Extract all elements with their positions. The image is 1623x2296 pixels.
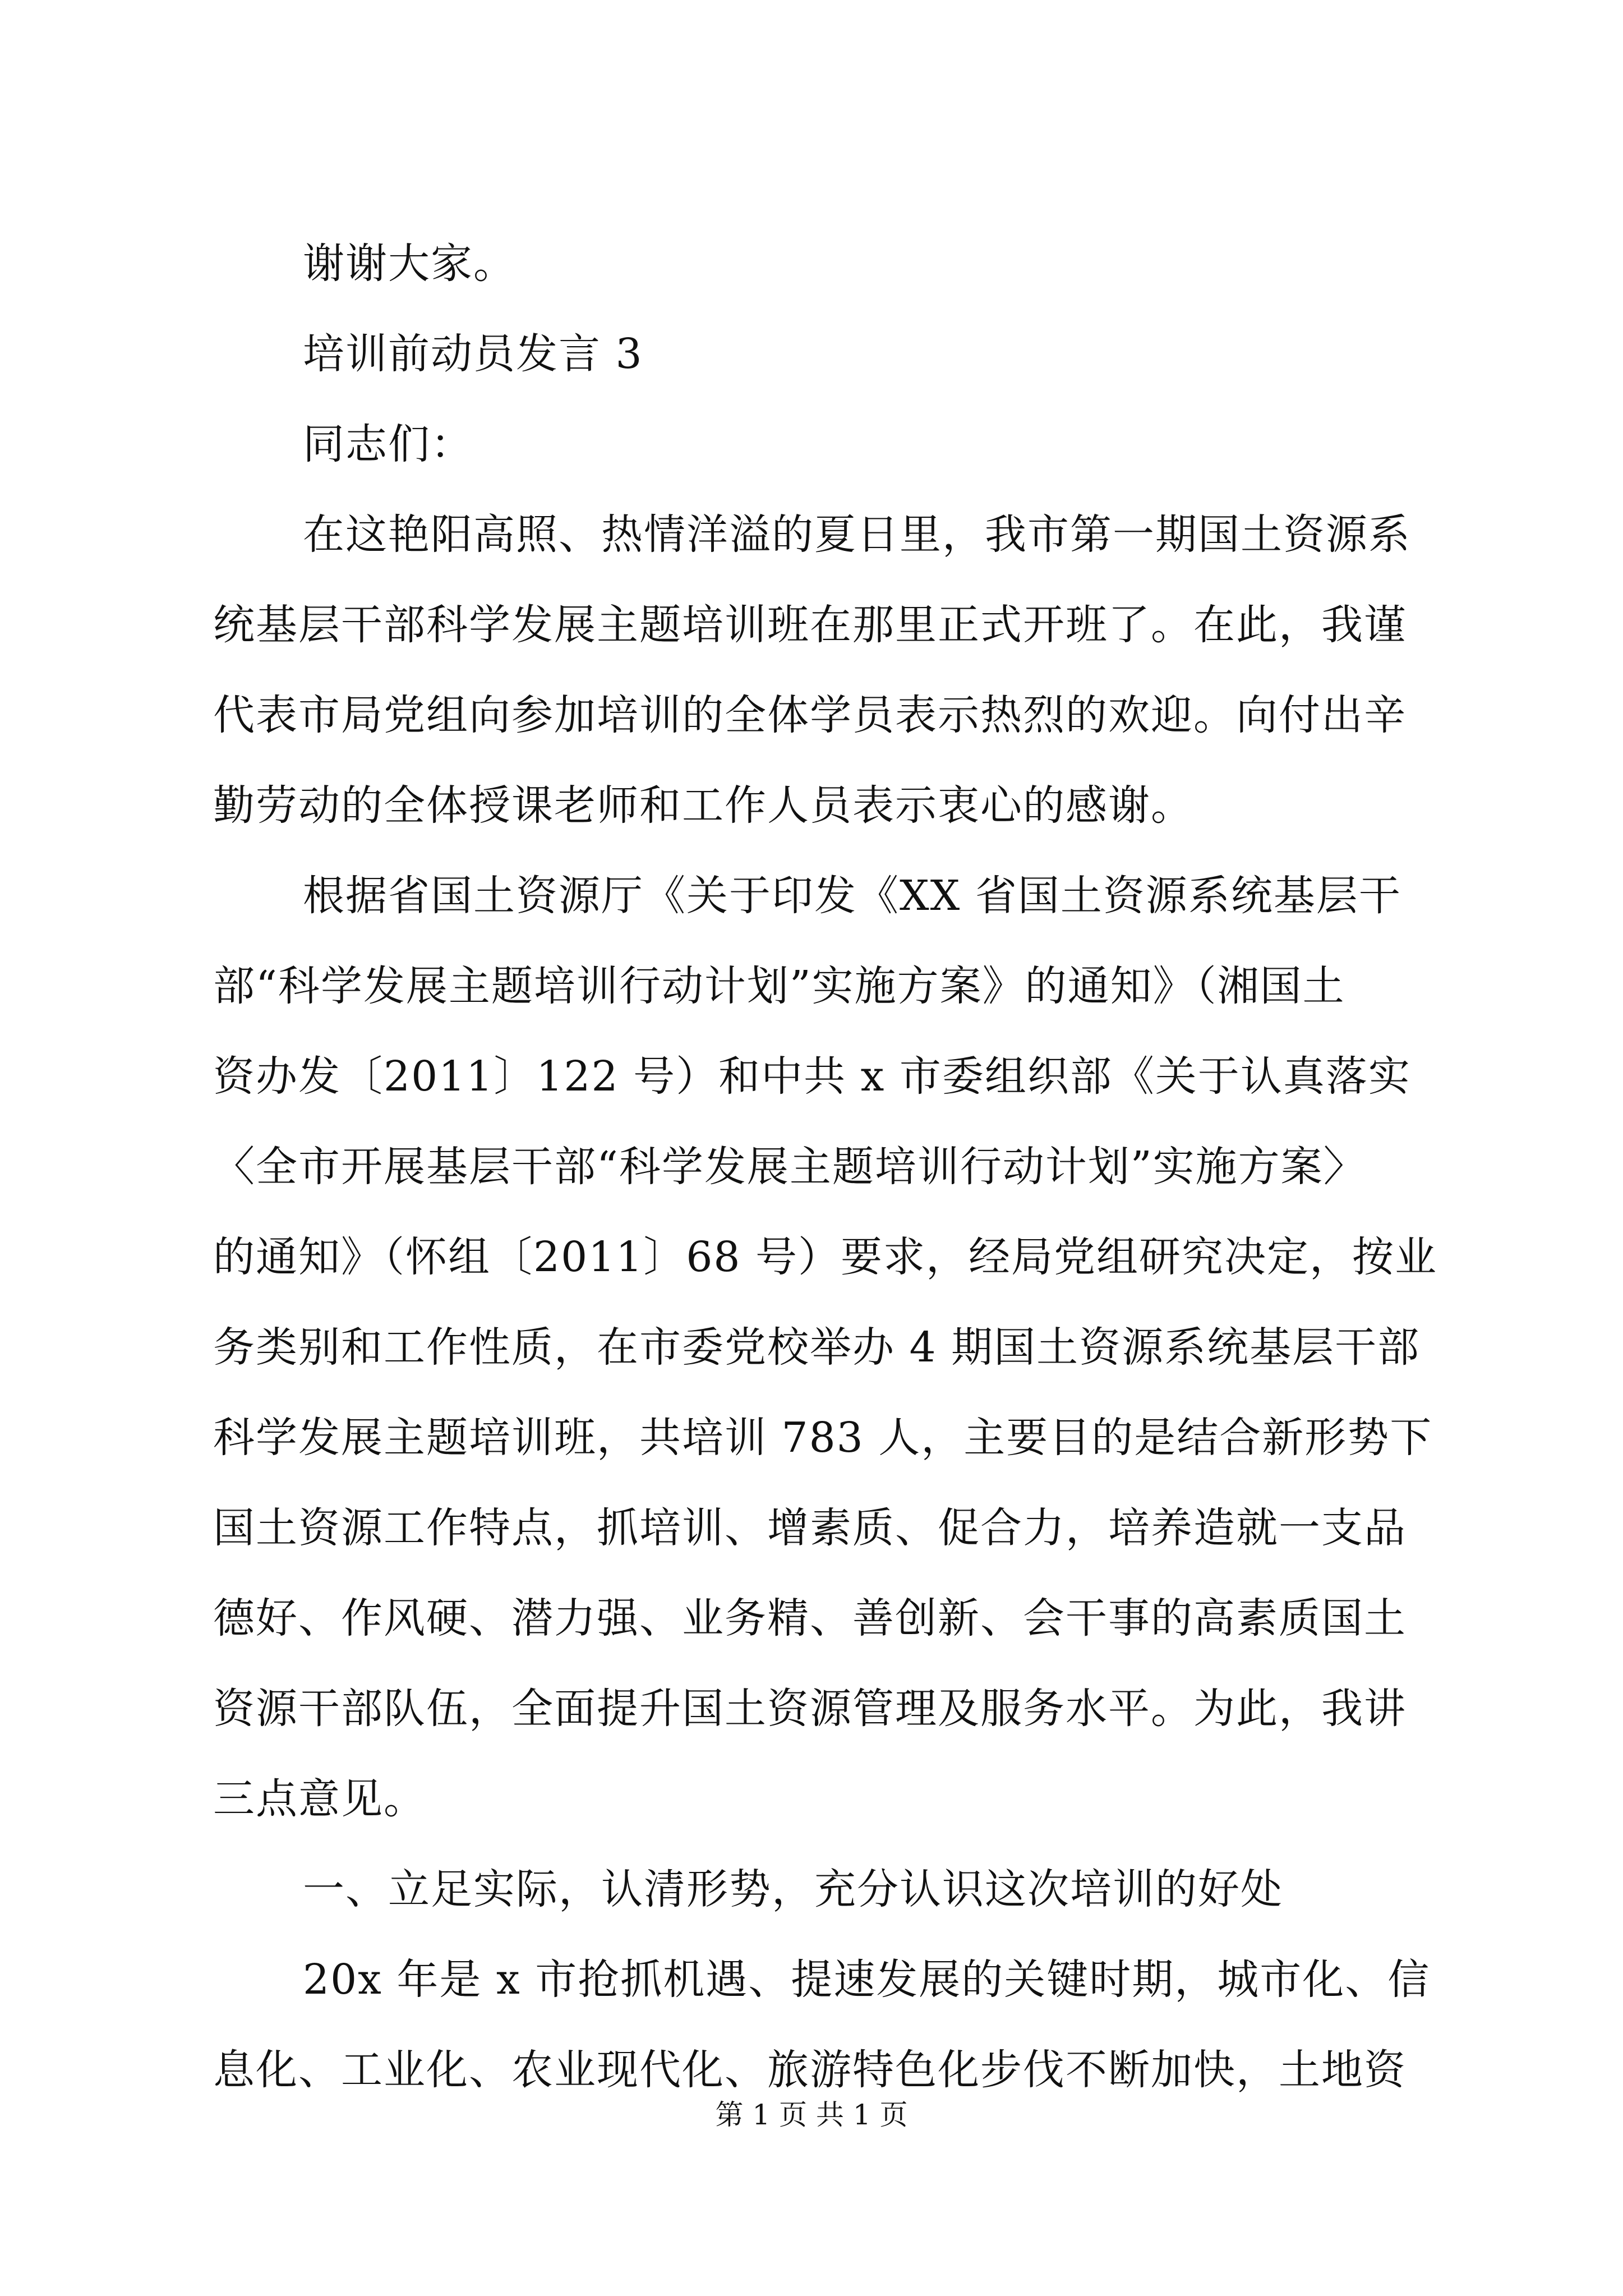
section-heading: 一、立足实际，认清形势，充分认识这次培训的好处 <box>303 1865 1283 1913</box>
text-line: 20x 年是 x 市抢抓机遇、提速发展的关键时期，城市化、信 <box>303 1955 1431 2004</box>
text-line: 国土资源工作特点，抓培训、增素质、促合力，培养造就一支品 <box>213 1504 1407 1552</box>
text-line: 〈全市开展基层干部“科学发展主题培训行动计划”实施方案〉 <box>213 1143 1366 1191</box>
text-line: 德好、作风硬、潜力强、业务精、善创新、会干事的高素质国土 <box>213 1594 1407 1642</box>
text-line: 务类别和工作性质，在市委党校举办 4 期国土资源系统基层干部 <box>213 1323 1421 1372</box>
text-line: 根据省国土资源厅《关于印发《XX 省国土资源系统基层干 <box>303 872 1401 920</box>
salutation: 同志们： <box>303 420 473 468</box>
text-line: 科学发展主题培训班，共培训 783 人，主要目的是结合新形势下 <box>213 1414 1433 1462</box>
text-line: 勤劳动的全体授课老师和工作人员表示衷心的感谢。 <box>213 781 1193 830</box>
text-line: 三点意见。 <box>213 1775 426 1823</box>
text-line: 资办发〔2011〕122 号）和中共 x 市委组织部《关于认真落实 <box>213 1052 1411 1101</box>
text-line: 谢谢大家。 <box>303 240 516 288</box>
text-line: 统基层干部科学发展主题培训班在那里正式开班了。在此，我谨 <box>213 601 1407 649</box>
text-line: 部“科学发展主题培训行动计划”实施方案》的通知》（湘国土 <box>213 962 1345 1010</box>
text-line: 息化、工业化、农业现代化、旅游特色化步伐不断加快，土地资 <box>213 2046 1407 2094</box>
page-footer <box>0 2095 1623 2134</box>
text-line: 的通知》（怀组〔2011〕68 号）要求，经局党组研究决定，按业 <box>213 1233 1438 1281</box>
document-body <box>213 219 1438 2115</box>
section-title: 培训前动员发言 3 <box>303 330 643 378</box>
text-line: 在这艳阳高照、热情洋溢的夏日里，我市第一期国土资源系 <box>303 510 1411 559</box>
text-line: 资源干部队伍，全面提升国土资源管理及服务水平。为此，我讲 <box>213 1685 1407 1733</box>
text-line: 代表市局党组向参加培训的全体学员表示热烈的欢迎。向付出辛 <box>213 691 1407 739</box>
page-number: 第 1 页 共 1 页 <box>715 2099 908 2131</box>
